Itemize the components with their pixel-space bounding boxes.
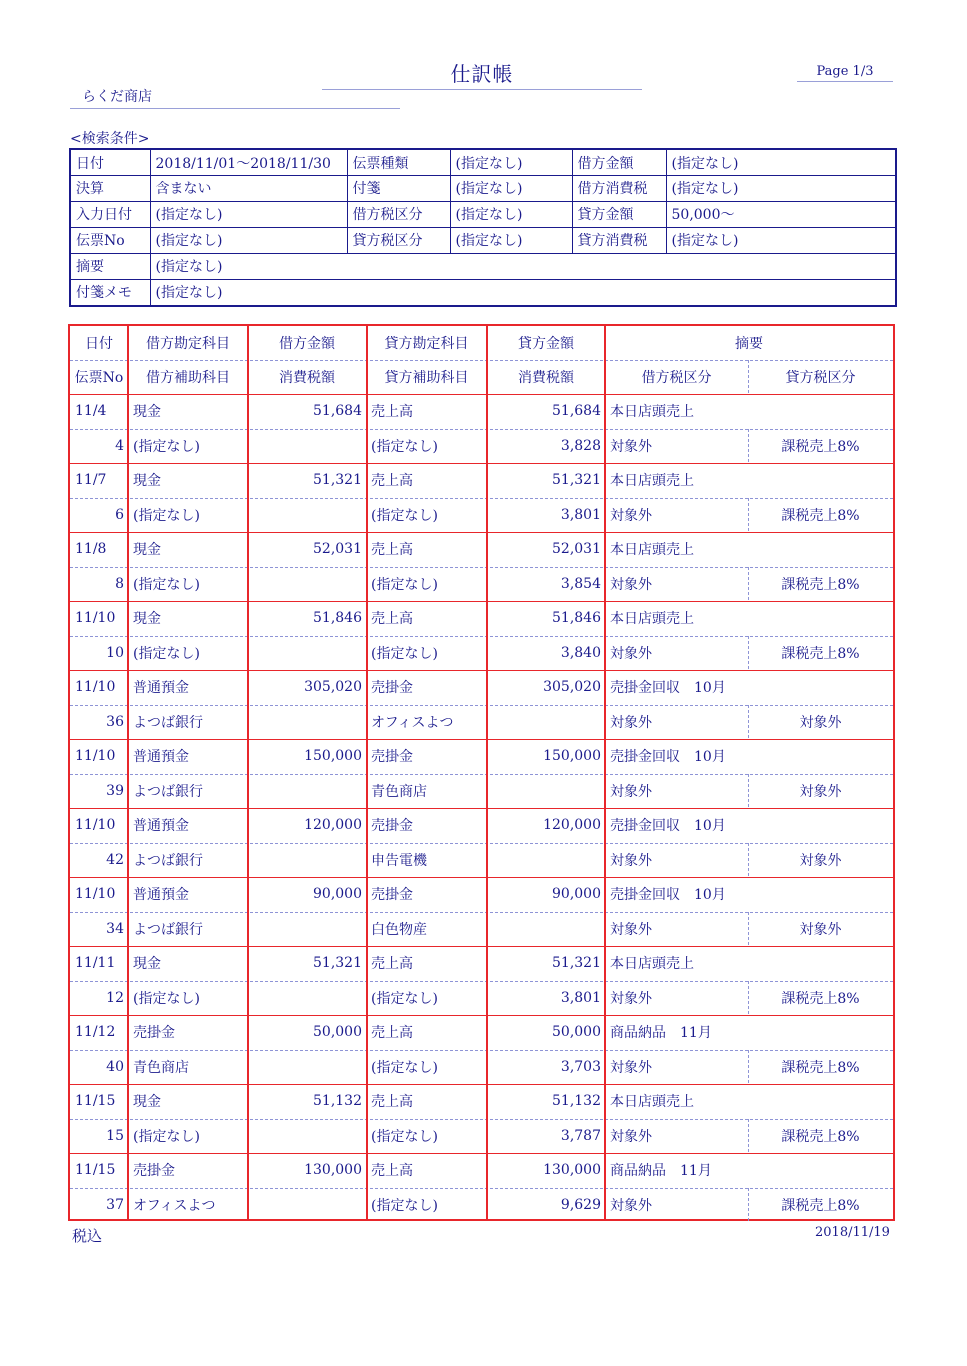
entry-debit-account: 現金 xyxy=(133,404,161,421)
entry-credit-tax-class: 対象外 xyxy=(799,921,842,938)
condition-row xyxy=(70,227,896,253)
entry-date: 11/15 xyxy=(75,1093,116,1110)
entry-credit-tax xyxy=(487,774,605,809)
condition-row xyxy=(70,176,896,202)
condition-row xyxy=(70,149,896,176)
header-credit-tax-class: 貸方税区分 xyxy=(785,370,856,386)
entry-slip-no: 39 xyxy=(106,782,124,799)
entry-credit-sub: (指定なし) xyxy=(371,645,438,662)
entry-credit-account: 売上高 xyxy=(371,473,413,490)
entry-credit-sub: 青色商店 xyxy=(371,783,427,800)
entry-date: 11/10 xyxy=(75,886,116,903)
entry-debit-account: 現金 xyxy=(133,956,161,973)
search-conditions-table xyxy=(69,148,897,307)
entry-slip-no: 42 xyxy=(106,851,124,868)
condition-value: 50,000〜 xyxy=(666,201,896,227)
column-divider xyxy=(486,326,488,1219)
entry-slip-no: 10 xyxy=(106,644,124,661)
entry-debit-tax xyxy=(248,429,366,464)
entry-debit-amount: 51,846 xyxy=(313,610,362,627)
entry-debit-sub: よつば銀行 xyxy=(133,714,203,731)
condition-value: (指定なし) xyxy=(150,201,347,227)
condition-label: 入力日付 xyxy=(70,201,150,227)
entry-credit-amount: 150,000 xyxy=(543,748,601,765)
entry-credit-account: 売上高 xyxy=(371,404,413,421)
journal-entry-row xyxy=(70,1015,893,1051)
entry-debit-tax-class: 対象外 xyxy=(610,438,652,455)
entry-debit-account: 売掛金 xyxy=(133,1163,175,1180)
company-name: らくだ商店 xyxy=(70,86,400,109)
entry-slip-no: 6 xyxy=(115,506,124,523)
journal-entry-row xyxy=(70,1153,893,1189)
entry-credit-amount: 120,000 xyxy=(543,817,601,834)
entry-debit-account: 普通預金 xyxy=(133,818,189,835)
header-debit-account: 借方勘定科目 xyxy=(146,336,230,352)
entry-credit-tax: 3,801 xyxy=(560,506,601,523)
entry-debit-account: 普通預金 xyxy=(133,680,189,697)
journal-entry-row xyxy=(70,601,893,637)
entry-debit-account: 現金 xyxy=(133,542,161,559)
entry-debit-tax-class: 対象外 xyxy=(610,645,652,662)
entry-credit-tax-class: 課税売上8% xyxy=(781,507,860,524)
condition-label: 貸方消費税 xyxy=(572,227,666,253)
condition-value: (指定なし) xyxy=(450,149,572,176)
entry-slip-no: 36 xyxy=(106,713,124,730)
entry-date: 11/12 xyxy=(75,1024,116,1041)
entry-debit-tax xyxy=(248,567,366,602)
entry-debit-tax-class: 対象外 xyxy=(610,1059,652,1076)
entry-credit-account: 売上高 xyxy=(371,956,413,973)
condition-value: (指定なし) xyxy=(666,176,896,202)
entry-credit-tax-class: 課税売上8% xyxy=(781,1128,860,1145)
journal-entry-subrow xyxy=(70,1119,893,1155)
condition-label: 借方金額 xyxy=(572,149,666,176)
entry-credit-amount: 51,684 xyxy=(552,403,601,420)
condition-label: 貸方税区分 xyxy=(347,227,450,253)
entry-credit-tax: 3,854 xyxy=(560,575,601,592)
entry-slip-no: 15 xyxy=(106,1127,124,1144)
tax-included-note: 税込 xyxy=(72,1227,103,1245)
entry-slip-no: 8 xyxy=(115,575,124,592)
journal-entry-row xyxy=(70,739,893,775)
entry-debit-amount: 51,684 xyxy=(313,403,362,420)
entry-memo: 商品納品 11月 xyxy=(610,1025,712,1042)
header-credit-account: 貸方勘定科目 xyxy=(384,336,469,352)
entry-credit-tax: 3,828 xyxy=(560,437,601,454)
entry-debit-tax-class: 対象外 xyxy=(610,990,652,1007)
entry-debit-tax xyxy=(248,1050,366,1085)
condition-label: 決算 xyxy=(70,176,150,202)
entry-debit-amount: 51,321 xyxy=(313,955,362,972)
entry-debit-tax-class: 対象外 xyxy=(610,1197,652,1214)
entry-credit-tax-class: 課税売上8% xyxy=(781,990,860,1007)
entry-credit-tax: 9,629 xyxy=(560,1196,601,1213)
entry-debit-amount: 305,020 xyxy=(304,679,362,696)
entry-credit-amount: 51,321 xyxy=(552,472,601,489)
document-title: 仕訳帳 xyxy=(322,58,642,90)
condition-value: (指定なし) xyxy=(450,227,572,253)
condition-label: 伝票No xyxy=(70,227,150,253)
header-credit-amount: 貸方金額 xyxy=(518,336,574,352)
entry-credit-account: 売掛金 xyxy=(371,887,413,904)
entry-debit-sub: (指定なし) xyxy=(133,1128,200,1145)
condition-value: 2018/11/01〜2018/11/30 xyxy=(150,149,347,176)
condition-row xyxy=(70,201,896,227)
entry-credit-account: 売上高 xyxy=(371,1163,413,1180)
entry-date: 11/10 xyxy=(75,610,116,627)
entry-date: 11/15 xyxy=(75,1162,116,1179)
journal-entry-subrow xyxy=(70,429,893,465)
entry-debit-amount: 51,321 xyxy=(313,472,362,489)
entry-debit-account: 売掛金 xyxy=(133,1025,175,1042)
entry-credit-amount: 50,000 xyxy=(552,1024,601,1041)
entry-debit-tax xyxy=(248,774,366,809)
header-date: 日付 xyxy=(85,336,113,352)
entry-credit-account: 売掛金 xyxy=(371,818,413,835)
condition-label: 付箋メモ xyxy=(70,279,150,306)
entry-date: 11/10 xyxy=(75,748,116,765)
entry-slip-no: 37 xyxy=(106,1196,124,1213)
entry-memo: 本日店頭売上 xyxy=(610,404,694,421)
entry-debit-account: 現金 xyxy=(133,1094,161,1111)
entry-memo: 本日店頭売上 xyxy=(610,1094,694,1111)
entry-credit-tax-class: 課税売上8% xyxy=(781,1197,860,1214)
journal-entry-row xyxy=(70,532,893,568)
entry-credit-sub: (指定なし) xyxy=(371,507,438,524)
entry-debit-tax-class: 対象外 xyxy=(610,852,652,869)
journal-entry-subrow xyxy=(70,1188,893,1223)
entry-debit-tax-class: 対象外 xyxy=(610,714,652,731)
entry-memo: 売掛金回収 10月 xyxy=(610,749,726,766)
entry-credit-tax: 3,787 xyxy=(560,1127,601,1144)
header-debit-sub: 借方補助科目 xyxy=(146,370,230,386)
entry-debit-tax-class: 対象外 xyxy=(610,576,652,593)
journal-header-row-1 xyxy=(70,326,893,361)
entry-date: 11/11 xyxy=(75,955,116,972)
entry-debit-tax xyxy=(248,1188,366,1223)
condition-value: (指定なし) xyxy=(450,201,572,227)
journal-entry-row xyxy=(70,1084,893,1120)
header-slip-no: 伝票No xyxy=(74,370,124,386)
journal-header-row-2 xyxy=(70,360,893,395)
entry-credit-tax xyxy=(487,705,605,740)
journal-entry-subrow xyxy=(70,1050,893,1086)
journal-entry-row xyxy=(70,946,893,982)
entry-date: 11/10 xyxy=(75,817,116,834)
column-divider xyxy=(366,326,368,1219)
entry-credit-sub: (指定なし) xyxy=(371,990,438,1007)
entry-credit-sub: (指定なし) xyxy=(371,1197,438,1214)
entry-debit-tax xyxy=(248,912,366,947)
entry-debit-amount: 150,000 xyxy=(304,748,362,765)
entry-credit-amount: 305,020 xyxy=(543,679,601,696)
entry-debit-account: 現金 xyxy=(133,473,161,490)
entry-date: 11/7 xyxy=(75,472,107,489)
entry-credit-amount: 52,031 xyxy=(552,541,601,558)
entry-credit-tax xyxy=(487,912,605,947)
entry-slip-no: 4 xyxy=(115,437,124,454)
entry-date: 11/8 xyxy=(75,541,107,558)
entry-debit-tax-class: 対象外 xyxy=(610,783,652,800)
entry-memo: 売掛金回収 10月 xyxy=(610,818,726,835)
entry-debit-account: 普通預金 xyxy=(133,887,189,904)
entry-credit-tax-class: 対象外 xyxy=(799,783,842,800)
entry-debit-tax-class: 対象外 xyxy=(610,921,652,938)
entry-memo: 売掛金回収 10月 xyxy=(610,887,726,904)
journal-entry-row xyxy=(70,394,893,430)
entry-debit-amount: 120,000 xyxy=(304,817,362,834)
journal-entry-row xyxy=(70,670,893,706)
header-credit-tax: 消費税額 xyxy=(518,370,574,386)
entry-credit-tax xyxy=(487,843,605,878)
header-debit-tax: 消費税額 xyxy=(279,370,335,386)
entry-debit-tax xyxy=(248,636,366,671)
column-divider xyxy=(604,326,606,1219)
entry-credit-tax-class: 課税売上8% xyxy=(781,645,860,662)
entry-credit-sub: (指定なし) xyxy=(371,1059,438,1076)
entry-debit-sub: (指定なし) xyxy=(133,507,200,524)
entry-slip-no: 40 xyxy=(106,1058,124,1075)
condition-value: (指定なし) xyxy=(150,227,347,253)
journal-entry-subrow xyxy=(70,498,893,534)
column-divider xyxy=(247,326,249,1219)
entry-credit-tax: 3,840 xyxy=(560,644,601,661)
header-debit-amount: 借方金額 xyxy=(279,336,335,352)
condition-label: 借方消費税 xyxy=(572,176,666,202)
entry-date: 11/4 xyxy=(75,403,107,420)
entry-credit-amount: 51,321 xyxy=(552,955,601,972)
condition-row xyxy=(70,279,896,306)
entry-debit-sub: (指定なし) xyxy=(133,576,200,593)
entry-credit-tax-class: 課税売上8% xyxy=(781,438,860,455)
entry-debit-sub: よつば銀行 xyxy=(133,783,203,800)
journal-table xyxy=(68,324,895,1221)
entry-memo: 売掛金回収 10月 xyxy=(610,680,726,697)
journal-entry-subrow xyxy=(70,567,893,603)
entry-debit-sub: (指定なし) xyxy=(133,645,200,662)
entry-debit-account: 普通預金 xyxy=(133,749,189,766)
header-memo: 摘要 xyxy=(735,336,763,352)
page-number: Page 1/3 xyxy=(797,64,893,82)
condition-label: 日付 xyxy=(70,149,150,176)
entry-credit-amount: 90,000 xyxy=(552,886,601,903)
condition-value: (指定なし) xyxy=(150,279,896,306)
entry-credit-account: 売上高 xyxy=(371,1025,413,1042)
journal-entry-subrow xyxy=(70,912,893,948)
entry-debit-amount: 52,031 xyxy=(313,541,362,558)
entry-credit-tax: 3,703 xyxy=(560,1058,601,1075)
print-date: 2018/11/19 xyxy=(815,1225,890,1240)
entry-credit-sub: オフィスよつ xyxy=(371,714,454,731)
entry-credit-amount: 51,846 xyxy=(552,610,601,627)
condition-label: 伝票種類 xyxy=(347,149,450,176)
condition-value: (指定なし) xyxy=(150,253,896,279)
journal-entry-row xyxy=(70,463,893,499)
entry-debit-sub: オフィスよつ xyxy=(133,1197,216,1214)
condition-value: 含まない xyxy=(150,176,347,202)
entry-debit-tax xyxy=(248,843,366,878)
entry-debit-account: 現金 xyxy=(133,611,161,628)
entry-debit-sub: 青色商店 xyxy=(133,1059,189,1076)
entry-debit-tax-class: 対象外 xyxy=(610,507,652,524)
entry-credit-tax: 3,801 xyxy=(560,989,601,1006)
header-credit-sub: 貸方補助科目 xyxy=(384,370,469,386)
entry-credit-tax-class: 課税売上8% xyxy=(781,576,860,593)
entry-debit-tax xyxy=(248,498,366,533)
condition-label: 貸方金額 xyxy=(572,201,666,227)
entry-credit-amount: 51,132 xyxy=(552,1093,601,1110)
entry-debit-tax-class: 対象外 xyxy=(610,1128,652,1145)
entry-credit-tax-class: 対象外 xyxy=(799,714,842,731)
entry-slip-no: 12 xyxy=(106,989,124,1006)
condition-row xyxy=(70,253,896,279)
search-conditions-label: <検索条件> xyxy=(70,131,150,147)
journal-entry-subrow xyxy=(70,774,893,810)
entry-debit-amount: 50,000 xyxy=(313,1024,362,1041)
entry-date: 11/10 xyxy=(75,679,116,696)
entry-debit-sub: よつば銀行 xyxy=(133,921,203,938)
entry-credit-tax-class: 対象外 xyxy=(799,852,842,869)
entry-debit-amount: 90,000 xyxy=(313,886,362,903)
entry-credit-sub: (指定なし) xyxy=(371,438,438,455)
entry-memo: 商品納品 11月 xyxy=(610,1163,712,1180)
entry-credit-sub: (指定なし) xyxy=(371,1128,438,1145)
entry-credit-account: 売上高 xyxy=(371,611,413,628)
entry-credit-sub: 白色物産 xyxy=(371,921,427,938)
entry-memo: 本日店頭売上 xyxy=(610,473,694,490)
entry-debit-sub: (指定なし) xyxy=(133,438,200,455)
entry-debit-sub: よつば銀行 xyxy=(133,852,203,869)
condition-value: (指定なし) xyxy=(666,227,896,253)
entry-credit-account: 売上高 xyxy=(371,1094,413,1111)
entry-credit-account: 売掛金 xyxy=(371,749,413,766)
entry-credit-account: 売掛金 xyxy=(371,680,413,697)
journal-entry-row xyxy=(70,808,893,844)
header-debit-tax-class: 借方税区分 xyxy=(641,370,712,386)
entry-debit-tax xyxy=(248,1119,366,1154)
entry-memo: 本日店頭売上 xyxy=(610,542,694,559)
entry-debit-amount: 51,132 xyxy=(313,1093,362,1110)
entry-credit-sub: 申告電機 xyxy=(371,852,427,869)
journal-entry-row xyxy=(70,877,893,913)
condition-value: (指定なし) xyxy=(450,176,572,202)
entry-debit-tax xyxy=(248,981,366,1016)
condition-label: 付箋 xyxy=(347,176,450,202)
entry-debit-sub: (指定なし) xyxy=(133,990,200,1007)
entry-debit-tax xyxy=(248,705,366,740)
entry-memo: 本日店頭売上 xyxy=(610,611,694,628)
condition-label: 摘要 xyxy=(70,253,150,279)
condition-value: (指定なし) xyxy=(666,149,896,176)
journal-entry-subrow xyxy=(70,705,893,741)
condition-label: 借方税区分 xyxy=(347,201,450,227)
journal-entry-subrow xyxy=(70,981,893,1017)
entry-credit-account: 売上高 xyxy=(371,542,413,559)
column-divider xyxy=(127,326,129,1219)
entry-memo: 本日店頭売上 xyxy=(610,956,694,973)
entry-credit-tax-class: 課税売上8% xyxy=(781,1059,860,1076)
entry-debit-amount: 130,000 xyxy=(304,1162,362,1179)
journal-entry-subrow xyxy=(70,636,893,672)
entry-credit-sub: (指定なし) xyxy=(371,576,438,593)
entry-credit-amount: 130,000 xyxy=(543,1162,601,1179)
journal-entry-subrow xyxy=(70,843,893,879)
entry-slip-no: 34 xyxy=(106,920,124,937)
